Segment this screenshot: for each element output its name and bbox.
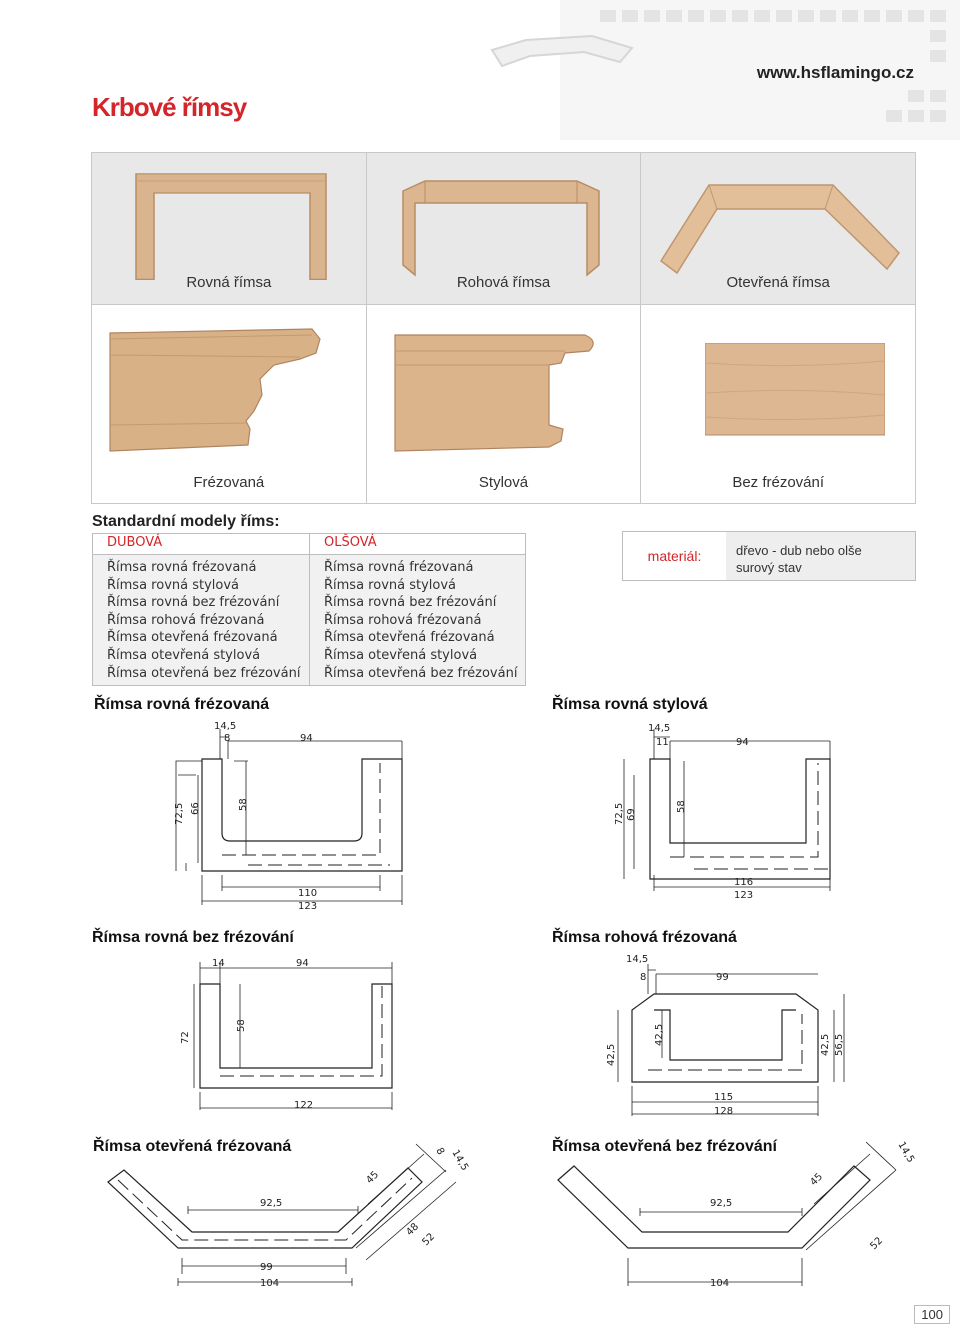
- dim: 94: [300, 733, 313, 744]
- material-label: materiál:: [623, 532, 726, 580]
- standard-models-heading: Standardní modely říms:: [92, 513, 280, 530]
- alder-table: [309, 533, 526, 686]
- dim: 8: [433, 1146, 447, 1158]
- dim: 115: [714, 1092, 734, 1103]
- list-item: Římsa rovná stylová: [107, 577, 240, 593]
- material-line-1: dřevo - dub nebo olše: [736, 543, 862, 558]
- dim: 45: [808, 1171, 826, 1189]
- dim: 8: [640, 972, 647, 983]
- list-item: Římsa rovná frézovaná: [107, 560, 257, 575]
- dim: 8: [224, 733, 231, 744]
- profile-label-plain: Bez frézování: [732, 474, 825, 491]
- milled-profile-image: [104, 325, 344, 455]
- alder-list: [310, 555, 525, 685]
- dim: 58: [238, 798, 249, 811]
- dim: 42,5: [606, 1043, 617, 1066]
- dim: 52: [868, 1235, 886, 1253]
- drawing-title-4: Římsa rohová frézovaná: [552, 929, 737, 946]
- drawing-title-1: Římsa rovná frézovaná: [94, 696, 270, 713]
- dim: 92,5: [710, 1198, 733, 1209]
- drawing-rovna-frezovana: [150, 715, 430, 915]
- drawing-rovna-bez-frezovani: [170, 950, 420, 1120]
- drawing-otevrena-frezovana: [100, 1140, 500, 1290]
- profile-plain: [641, 305, 915, 503]
- styled-profile-image: [375, 329, 615, 459]
- dim: 66: [190, 802, 201, 815]
- dim: 14,5: [648, 723, 671, 734]
- oak-table: [92, 533, 310, 686]
- list-item: Římsa otevřená stylová: [107, 647, 261, 663]
- oak-list: [93, 555, 309, 685]
- corner-mantel-image: [387, 169, 627, 281]
- shape-grid: [91, 152, 916, 306]
- material-value: [726, 532, 915, 580]
- dim: 42,5: [654, 1023, 665, 1046]
- material-line-2: surový stav: [736, 560, 802, 575]
- profile-label-styled: Stylová: [478, 474, 529, 491]
- dim: 14,5: [214, 721, 237, 732]
- dim: 58: [236, 1019, 247, 1032]
- list-item: Římsa rohová frézovaná: [324, 612, 482, 628]
- list-item: Římsa otevřená frézovaná: [107, 630, 278, 646]
- dim: 123: [298, 901, 318, 912]
- list-item: Římsa rovná bez frézování: [324, 595, 497, 611]
- profile-grid: [91, 304, 916, 504]
- profile-milled: [92, 305, 367, 503]
- shape-label-corner: Rohová římsa: [456, 274, 551, 291]
- dim: 123: [734, 890, 754, 901]
- dim: 116: [734, 877, 754, 888]
- dim: 14,5: [895, 1140, 917, 1165]
- dim: 104: [260, 1278, 280, 1289]
- dim: 14,5: [449, 1148, 471, 1173]
- dim: 45: [364, 1169, 382, 1187]
- drawing-title-3: Římsa rovná bez frézování: [92, 929, 294, 946]
- open-mantel-image: [655, 169, 915, 281]
- dim: 69: [626, 808, 637, 821]
- dim: 58: [676, 800, 687, 813]
- list-item: Římsa rovná stylová: [324, 577, 457, 593]
- dim: 72: [180, 1031, 191, 1044]
- drawing-title-2: Římsa rovná stylová: [552, 696, 708, 713]
- drawing-title-6: Římsa otevřená bez frézování: [552, 1138, 777, 1155]
- shape-straight: [92, 153, 367, 305]
- straight-mantel-image: [110, 169, 350, 281]
- list-item: Římsa otevřená stylová: [324, 647, 478, 663]
- dim: 99: [260, 1262, 273, 1273]
- list-item: Římsa rovná bez frézování: [107, 595, 280, 611]
- drawing-otevrena-bez-frezovani: [552, 1140, 932, 1290]
- shape-label-open: Otevřená římsa: [726, 274, 830, 291]
- dim: 11: [656, 737, 669, 748]
- list-item: Římsa otevřená frézovaná: [324, 630, 495, 646]
- dim: 94: [736, 737, 749, 748]
- profile-styled: [367, 305, 642, 503]
- alder-heading: OLŠOVÁ: [310, 534, 525, 555]
- list-item: Římsa otevřená bez frézování: [324, 665, 518, 681]
- dim: 94: [296, 958, 309, 969]
- shape-label-straight: Rovná římsa: [186, 274, 272, 291]
- dim: 14,5: [626, 954, 649, 965]
- page-title: Krbové římsy: [92, 92, 247, 122]
- drawing-title-5: Římsa otevřená frézovaná: [93, 1138, 292, 1155]
- website-url[interactable]: www.hsflamingo.cz: [756, 63, 914, 82]
- dim: 14: [212, 958, 225, 969]
- drawing-rohova-frezovana: [596, 950, 866, 1120]
- drawing-rovna-stylova: [608, 715, 888, 915]
- dim: 110: [298, 888, 318, 899]
- dim: 92,5: [260, 1198, 283, 1209]
- dim: 48: [404, 1221, 422, 1239]
- dim: 72,5: [174, 802, 185, 825]
- list-item: Římsa otevřená bez frézování: [107, 665, 301, 681]
- dim: 104: [710, 1278, 730, 1289]
- dim: 72,5: [614, 802, 625, 825]
- shape-open: [641, 153, 915, 305]
- dim: 128: [714, 1106, 734, 1117]
- dim: 42,5: [820, 1033, 831, 1056]
- list-item: Římsa rohová frézovaná: [107, 612, 265, 628]
- page-number: 100: [914, 1305, 950, 1324]
- dim: 99: [716, 972, 729, 983]
- dim: 122: [294, 1100, 314, 1111]
- profile-label-milled: Frézovaná: [193, 474, 265, 491]
- plain-profile-image: [705, 343, 885, 443]
- dim: 56,5: [834, 1033, 845, 1056]
- dim: 52: [420, 1231, 438, 1249]
- shape-corner: [367, 153, 642, 305]
- oak-heading: DUBOVÁ: [93, 534, 309, 555]
- material-box: [622, 531, 916, 581]
- list-item: Římsa rovná frézovaná: [324, 560, 474, 575]
